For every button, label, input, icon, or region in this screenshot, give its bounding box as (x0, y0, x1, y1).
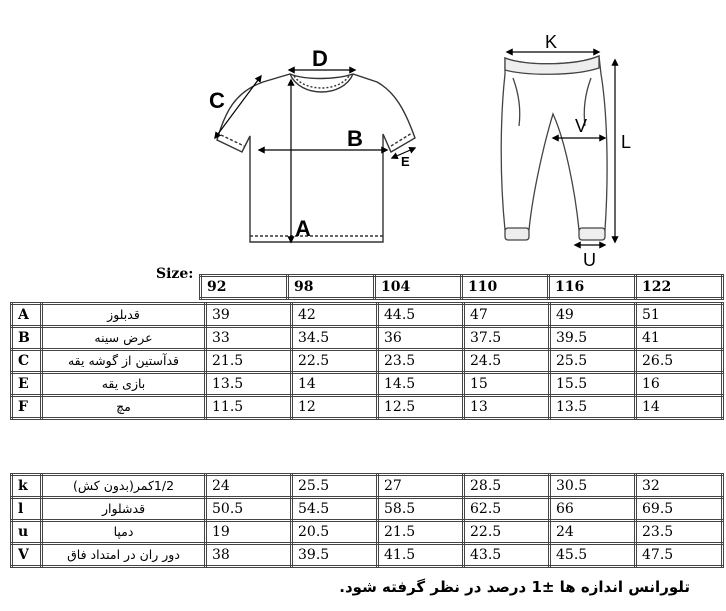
cell-value: 13.5 (206, 373, 292, 396)
cell-value: 49 (550, 304, 636, 327)
row-letter: u (12, 521, 42, 544)
table-row (12, 350, 723, 373)
cell-value: 19 (206, 521, 292, 544)
pants-outline (501, 56, 607, 240)
cell-value: 14 (292, 373, 378, 396)
row-letter: C (12, 350, 42, 373)
table-row (12, 396, 723, 419)
cell-value: 34.5 (292, 327, 378, 350)
size-104: 104 (375, 276, 462, 299)
row-description: دور ران در امتداد فاق (42, 544, 206, 567)
label-b: B (347, 126, 363, 151)
cell-value: 25.5 (550, 350, 636, 373)
cell-value: 36 (378, 327, 464, 350)
cell-value: 51 (636, 304, 723, 327)
cell-value: 38 (206, 544, 292, 567)
cell-value: 47.5 (636, 544, 723, 567)
table-row (12, 304, 723, 327)
label-l: L (621, 132, 632, 152)
cell-value: 20.5 (292, 521, 378, 544)
cell-value: 28.5 (464, 475, 550, 498)
cell-value: 45.5 (550, 544, 636, 567)
row-description: بازی یقه (42, 373, 206, 396)
cell-value: 58.5 (378, 498, 464, 521)
cell-value: 41.5 (378, 544, 464, 567)
row-description: عرض سینه (42, 327, 206, 350)
row-description: قدشلوار (42, 498, 206, 521)
cell-value: 62.5 (464, 498, 550, 521)
label-e: E (401, 154, 410, 169)
row-letter: F (12, 396, 42, 419)
row-letter: A (12, 304, 42, 327)
shirt-measurements-table (10, 302, 724, 420)
cell-value: 13 (464, 396, 550, 419)
table-row (12, 373, 723, 396)
cell-value: 39.5 (550, 327, 636, 350)
row-letter: l (12, 498, 42, 521)
row-letter: B (12, 327, 42, 350)
cell-value: 47 (464, 304, 550, 327)
tshirt-diagram (205, 40, 435, 255)
cell-value: 26.5 (636, 350, 723, 373)
pants-measurements-table (10, 473, 724, 568)
row-description: قدآستین از گوشه یقه (42, 350, 206, 373)
row-description: مچ (42, 396, 206, 419)
label-u: U (583, 250, 596, 270)
cell-value: 21.5 (206, 350, 292, 373)
cell-value: 14.5 (378, 373, 464, 396)
label-a: A (295, 216, 311, 241)
table-row (12, 475, 723, 498)
cell-value: 30.5 (550, 475, 636, 498)
label-v: V (575, 116, 588, 136)
cell-value: 12 (292, 396, 378, 419)
cell-value: 15 (464, 373, 550, 396)
cell-value: 44.5 (378, 304, 464, 327)
cell-value: 14 (636, 396, 723, 419)
table-row (12, 544, 723, 567)
table-row (12, 521, 723, 544)
size-92: 92 (201, 276, 288, 299)
cell-value: 24.5 (464, 350, 550, 373)
cell-value: 13.5 (550, 396, 636, 419)
row-letter: V (12, 544, 42, 567)
label-d: D (312, 46, 328, 71)
cell-value: 37.5 (464, 327, 550, 350)
size-110: 110 (462, 276, 549, 299)
cell-value: 24 (550, 521, 636, 544)
cell-value: 50.5 (206, 498, 292, 521)
cell-value: 22.5 (464, 521, 550, 544)
cell-value: 15.5 (550, 373, 636, 396)
cell-value: 69.5 (636, 498, 723, 521)
row-letter: k (12, 475, 42, 498)
size-116: 116 (549, 276, 636, 299)
table-row (12, 498, 723, 521)
cell-value: 39 (206, 304, 292, 327)
cell-value: 11.5 (206, 396, 292, 419)
size-98: 98 (288, 276, 375, 299)
row-description: 1/2کمر(بدون کش) (42, 475, 206, 498)
row-description: قدبلوز (42, 304, 206, 327)
tolerance-note: تلورانس اندازه ها ±1 درصد در نظر گرفته شود. (339, 578, 690, 596)
cell-value: 23.5 (636, 521, 723, 544)
table-row (12, 327, 723, 350)
label-k: K (545, 32, 558, 52)
size-122: 122 (636, 276, 723, 299)
tshirt-outline (217, 74, 415, 242)
cell-value: 43.5 (464, 544, 550, 567)
cell-value: 24 (206, 475, 292, 498)
cell-value: 27 (378, 475, 464, 498)
cell-value: 39.5 (292, 544, 378, 567)
cell-value: 25.5 (292, 475, 378, 498)
cell-value: 32 (636, 475, 723, 498)
row-letter: E (12, 373, 42, 396)
cell-value: 66 (550, 498, 636, 521)
label-c: C (209, 88, 225, 113)
pants-diagram (495, 30, 640, 270)
cell-value: 12.5 (378, 396, 464, 419)
row-description: دمپا (42, 521, 206, 544)
cell-value: 23.5 (378, 350, 464, 373)
cell-value: 22.5 (292, 350, 378, 373)
cell-value: 33 (206, 327, 292, 350)
cell-value: 21.5 (378, 521, 464, 544)
cell-value: 54.5 (292, 498, 378, 521)
cell-value: 16 (636, 373, 723, 396)
size-label: Size: (156, 266, 194, 282)
size-header-row (201, 276, 723, 299)
cell-value: 42 (292, 304, 378, 327)
cell-value: 41 (636, 327, 723, 350)
size-header-table (199, 274, 724, 300)
